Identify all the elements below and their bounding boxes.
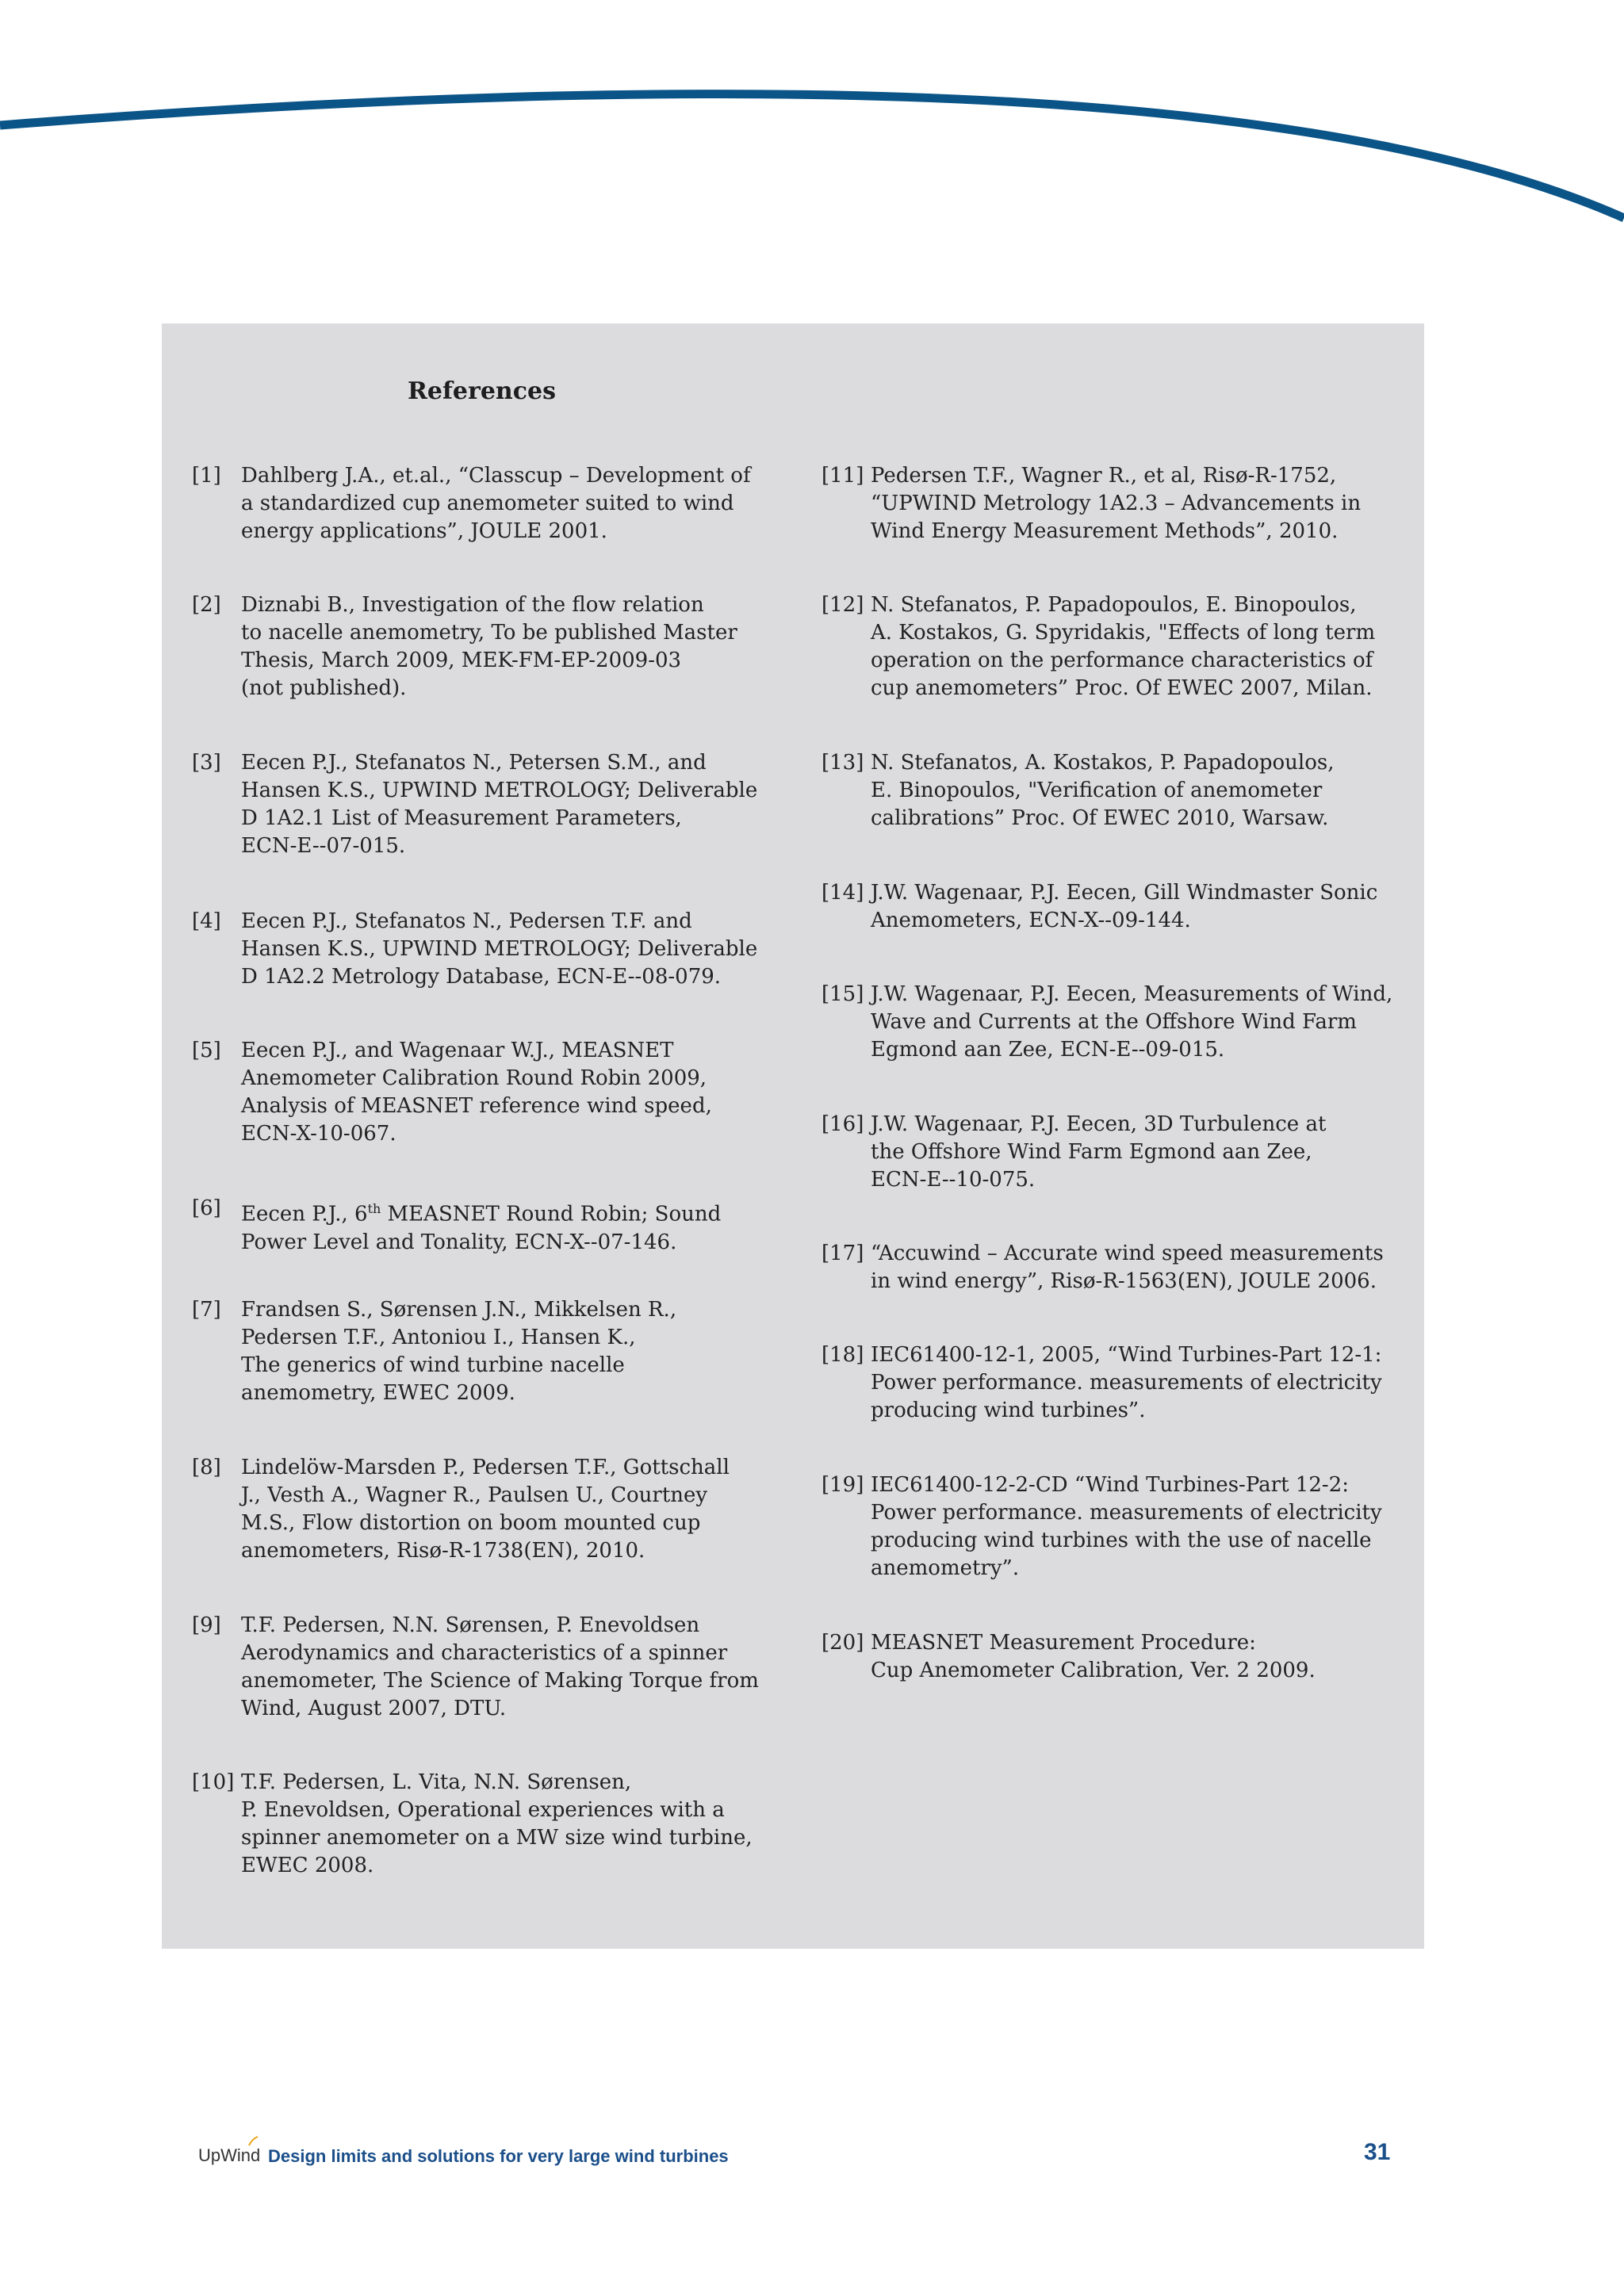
reference-number: [18] <box>822 1343 864 1367</box>
reference-text: Diznabi B., Investigation of the flow relation to nacelle anemometry, To be published Master Thesis, March 2009, MEK-FM-EP-2009-03 (not published). <box>241 593 737 700</box>
reference-text: IEC61400-12-2-CD “Wind Turbines-Part 12-2: Power performance. measurements of electricity producing wind turbines with the use of nacelle anemometry”. <box>871 1473 1382 1580</box>
reference-text: Lindelöw-Marsden P., Pedersen T.F., Gottschall J., Vesth A., Wagner R., Paulsen U., Courtney M.S., Flow distortion on boom mounted cup anemometers, Risø-R-1738(EN), 2010. <box>241 1456 730 1563</box>
reference-item <box>822 462 1400 545</box>
reference-item <box>822 1629 1400 1685</box>
reference-item <box>822 1471 1400 1582</box>
reference-number: [13] <box>822 751 864 775</box>
reference-item <box>822 749 1400 832</box>
upwind-logo <box>198 2145 260 2166</box>
reference-item <box>192 1769 771 1880</box>
reference-text: “Accuwind – Accurate wind speed measurements in wind energy”, Risø-R-1563(EN), JOULE 2006. <box>871 1242 1384 1293</box>
reference-item <box>192 1037 771 1148</box>
reference-item <box>822 981 1400 1064</box>
reference-item <box>192 591 771 702</box>
reference-number: [4] <box>192 909 221 933</box>
reference-item <box>192 749 771 860</box>
reference-item <box>192 1296 771 1407</box>
header-arc <box>0 0 1624 254</box>
reference-item <box>192 908 771 991</box>
reference-number: [1] <box>192 464 221 488</box>
reference-text: J.W. Wagenaar, P.J. Eecen, Measurements of Wind, Wave and Currents at the Offshore Wind Farm Egmond aan Zee, ECN-E--09-015. <box>871 982 1393 1062</box>
reference-text: N. Stefanatos, A. Kostakos, P. Papadopoulos, E. Binopoulos, "Verification of anemometer calibrations” Proc. Of EWEC 2010, Warsaw. <box>871 751 1335 830</box>
reference-item <box>822 1341 1400 1425</box>
reference-text: T.F. Pedersen, L. Vita, N.N. Sørensen, P. Enevoldsen, Operational experiences with a spinner anemometer on a MW size wind turbine, EWEC 2008. <box>241 1770 753 1877</box>
references-panel <box>162 323 1424 1949</box>
reference-number: [17] <box>822 1242 864 1265</box>
reference-number: [16] <box>822 1112 864 1136</box>
reference-number: [20] <box>822 1631 864 1655</box>
reference-text: MEASNET Measurement Procedure: Cup Anemometer Calibration, Ver. 2 2009. <box>871 1631 1316 1682</box>
reference-number: [2] <box>192 593 221 617</box>
upwind-logo-text: UpWind <box>198 2145 261 2165</box>
reference-text: Eecen P.J., Stefanatos N., Pedersen T.F. and Hansen K.S., UPWIND METROLOGY; Deliverable D 1A2.2 Metrology Database, ECN-E--08-079. <box>241 909 758 989</box>
reference-item <box>192 1195 771 1257</box>
reference-text: Pedersen T.F., Wagner R., et al, Risø-R-1752, “UPWIND Metrology 1A2.3 – Advancements in Wind Energy Measurement Methods”, 2010. <box>871 464 1362 543</box>
reference-item <box>822 1240 1400 1295</box>
reference-text: Dahlberg J.A., et.al., “Classcup – Development of a standardized cup anemometer suited to wind energy applications”, JOULE 2001. <box>241 464 751 543</box>
logo-swoosh-icon <box>247 2136 259 2147</box>
reference-text: Eecen P.J., and Wagenaar W.J., MEASNET Anemometer Calibration Round Robin 2009, Analysis of MEASNET reference wind speed, ECN-X-10-067. <box>241 1039 712 1146</box>
reference-item <box>822 879 1400 935</box>
page-number: 31 <box>1364 2139 1391 2165</box>
reference-item <box>192 1612 771 1723</box>
reference-text: N. Stefanatos, P. Papadopoulos, E. Binopoulos, A. Kostakos, G. Spyridakis, "Effects of long term operation on the performance characteristics of cup anemometers” Proc. Of EWEC 2007, Milan. <box>871 593 1376 700</box>
reference-number: [6] <box>192 1196 221 1220</box>
reference-item <box>192 462 771 545</box>
reference-text: Eecen P.J., Stefanatos N., Petersen S.M., and Hansen K.S., UPWIND METROLOGY; Deliverable D 1A2.1 List of Measurement Parameters, ECN-E--07-015. <box>241 751 758 858</box>
reference-text: J.W. Wagenaar, P.J. Eecen, 3D Turbulence at the Offshore Wind Farm Egmond aan Zee, ECN-E--10-075. <box>871 1112 1327 1192</box>
reference-number: [19] <box>822 1473 864 1497</box>
reference-number: [9] <box>192 1613 221 1637</box>
reference-text: Eecen P.J., 6th MEASNET Round Robin; Sound Power Level and Tonality, ECN-X--07-146. <box>241 1201 722 1254</box>
reference-number: [11] <box>822 464 864 488</box>
reference-text: J.W. Wagenaar, P.J. Eecen, Gill Windmaster Sonic Anemometers, ECN-X--09-144. <box>871 881 1378 932</box>
reference-item <box>192 1454 771 1565</box>
references-title: References <box>408 377 556 405</box>
reference-item <box>822 591 1400 702</box>
reference-number: [12] <box>822 593 864 617</box>
reference-text: Frandsen S., Sørensen J.N., Mikkelsen R., Pedersen T.F., Antoniou I., Hansen K., The generics of wind turbine nacelle anemometry, EWEC 2009. <box>241 1298 677 1405</box>
reference-item <box>822 1111 1400 1194</box>
reference-number: [3] <box>192 751 221 775</box>
reference-text: T.F. Pedersen, N.N. Sørensen, P. Enevoldsen Aerodynamics and characteristics of a spinner anemometer, The Science of Making Torque from Wind, August 2007, DTU. <box>241 1613 759 1720</box>
reference-number: [5] <box>192 1039 221 1062</box>
reference-number: [8] <box>192 1456 221 1479</box>
reference-number: [14] <box>822 881 864 905</box>
footer-title: Design limits and solutions for very large wind turbines <box>268 2146 729 2166</box>
reference-number: [10] <box>192 1770 235 1794</box>
reference-number: [7] <box>192 1298 221 1322</box>
reference-number: [15] <box>822 982 864 1006</box>
reference-text: IEC61400-12-1, 2005, “Wind Turbines-Part 12-1: Power performance. measurements of electricity producing wind turbines”. <box>871 1343 1382 1422</box>
